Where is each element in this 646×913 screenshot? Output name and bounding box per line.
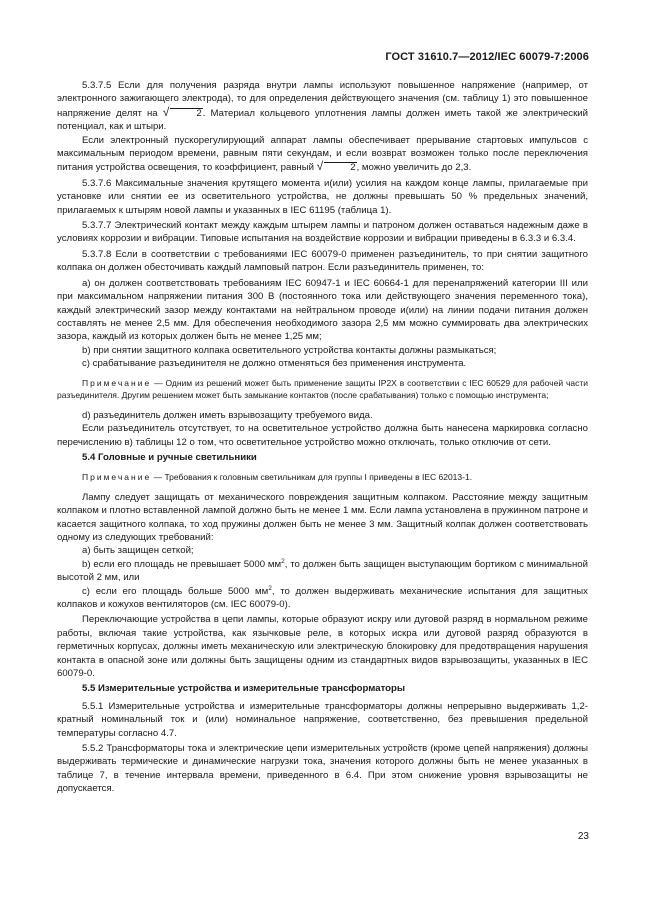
note-label: Примечание [82,377,152,388]
paragraph-5-5-1: 5.5.1 Измерительные устройства и измерительные трансформаторы должны непрерывно выдерживать 1,2-кратный номинальный ток и (или) номинальное напряжение, соответственно, без превышения предельной температуры согласно 4.7. [57,700,588,739]
note-text: — Требования к головным светильникам для группы I приведены в IEC 62013-1. [153,471,473,482]
note-1 [57,377,588,401]
note-2 [57,471,588,483]
list-item-d: d) разъединитель должен иметь взрывозащиту требуемого вида. [82,409,373,421]
superscript: 2 [268,584,272,592]
text-fragment: . Материал кольцевого уплотнения лампы должен иметь такой же электрический потенциал, как и штыри. [57,107,588,133]
paragraph-5-3-7-8: 5.3.7.8 Если в соответствии с требованиями IEC 60079-0 применен разъединитель, то при снятии защитного колпака он должен обесточивать каждый ламповый патрон. Если разъединитель применен, то: [57,248,588,274]
text-fragment: 5.3.7.5 Если для получения разряда внутри лампы используют повышенное напряжение (например, от электронного зажигающего электрода), то для определения действующего значения (см. таблицу 1) это повышенное напряжение делят на [57,80,588,119]
paragraph-no-disconnector: Если разъединитель отсутствует, то на осветительное устройство должна быть нанесена маркировка согласно перечислению в) таблицы 12 о том, что осветительное устройство можно отключать, только отключив от сети. [57,423,588,448]
list-item-c: c) срабатывание разъединителя не должно отменяться без применения инструмента. [82,358,467,370]
text-fragment: Если электронный пускорегулирующий аппарат лампы обеспечивает прерывание стартовых импульсов с максимальным периодом времени, равным пяти секундам, и если возврат возможен только после переключения питания устройства освещения, то коэффициент, равный [57,134,588,174]
list-item-c [57,585,588,612]
page-body [57,79,588,798]
document-header: ГОСТ 31610.7—2012/IEC 60079-7:2006 [385,51,589,63]
text-fragment: c) если его площадь больше 5000 мм [82,585,269,597]
text-fragment: , то должен выдерживать механические испытания для защитных колпаков и кожухов вентиляторов (см. IEC 60079-0). [57,585,588,611]
note-label: Примечание [82,471,152,482]
sqrt-symbol: √ [162,104,170,119]
paragraph-5-3-7-5-cont [57,134,588,175]
text-fragment: , можно увеличить до 2,3. [356,162,472,174]
text-fragment: , то должен быть защищен выступающим бортиком с минимальной высотой 2 мм, или [57,558,588,584]
paragraph-5-4-lamp: Лампу следует защищать от механического повреждения защитным колпаком. Расстояние между защитным колпаком и плотно вставленной лампой должно быть не менее 1 мм. Если лампа установлена в пружинном патроне и касается защитного колпака, то ход пружины должен быть не менее 3 мм. Защитный колпак должен соответствовать одному из следующих требований: [57,491,588,543]
sqrt-radicand: 2 [324,162,356,173]
paragraph-5-4-switching: Переключающие устройства в цепи лампы, которые образуют искру или дуговой разряд в нормальном режиме работы, включая такие устройства, как язычковые реле, в которых искра или дуговой разряд образуются в герметичных корпусах, должны иметь механическую или электрическую блокировку для предотвращения нарушения контакта в опасной зоне или должны быть защищены одним из стандартных видов взрывозащиты, указанных в IEC 60079-0. [57,614,588,680]
note-text: — Одним из решений может быть применение защиты IP2X в соответствии с IEC 60529 для рабочей части разъединителя. Другим решением может быть замыкание контактов (после срабатывания) только с помощью инструмента; [57,377,588,400]
paragraph-5-3-7-7: 5.3.7.7 Электрический контакт между каждым штырем лампы и патроном должен оставаться надежным даже в условиях коррозии и вибрации. Типовые испытания на воздействие коррозии и вибрации приведены в 6.3.3 и 6.3.4. [57,220,588,245]
superscript: 2 [281,557,285,565]
list-item-b [57,558,588,585]
text-fragment: b) если его площадь не превышает 5000 мм [82,558,282,570]
section-heading-5-4: 5.4 Головные и ручные светильники [82,452,257,464]
paragraph-5-3-7-6: 5.3.7.6 Максимальные значения крутящего момента и(или) усилия на каждом конце лампы, прилагаемые при установке или снятии ее из осветительного устройства, не должны превышать 50 % предельных значений, прилагаемых к штырям новой лампы и указанных в IEC 61195 (таблица 1). [57,177,588,216]
section-heading-5-5: 5.5 Измерительные устройства и измерительные трансформаторы [82,683,406,695]
page-number: 23 [577,831,589,842]
sqrt-symbol: √ [316,159,324,174]
list-item-a: а) быть защищен сеткой; [82,545,194,557]
paragraph-5-5-2: 5.5.2 Трансформаторы тока и электрические цепи измерительных устройств (кроме цепей напряжения) должны выдерживать термические и динамические нагрузки тока, значения которого должны быть не менее указанных в таблице 7, в течение интервала времени, приведенного в 6.4. При этом снижение уровня взрывозащиты не допускается. [57,743,588,795]
list-item-b: b) при снятии защитного колпака осветительного устройства контакты должны размыкаться; [82,344,497,356]
list-item-a: а) он должен соответствовать требованиям IEC 60947-1 и IEC 60664-1 для перенапряжений категории III или при максимальном напряжении питания 300 В (постоянного тока или действующего значения переменного тока), каждый электрический зазор между контактами на нейтральном проводе и(или) на линии подачи питания должен составлять не менее 2,5 мм. Для обеспечения необходимого зазора 2,5 мм можно суммировать два электрических зазора, каждый из которых должен быть не менее 1,25 мм; [57,277,588,343]
sqrt-radicand: 2 [170,108,202,119]
paragraph-5-3-7-5 [57,79,588,134]
